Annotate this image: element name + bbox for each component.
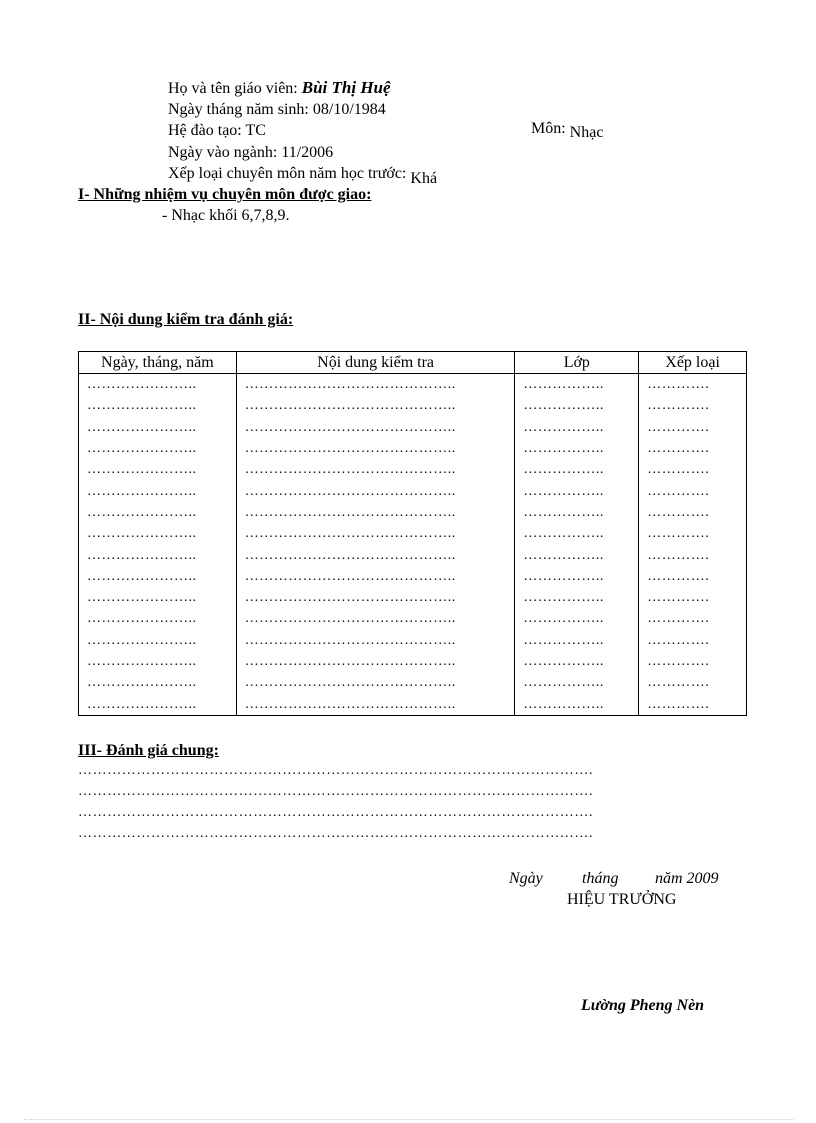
cell-content: ……………………………………..: [236, 502, 515, 523]
section1-item: - Nhạc khối 6,7,8,9.: [162, 207, 290, 224]
table-row: [79, 672, 747, 693]
cell-date: …………………..: [79, 693, 237, 715]
cell-date: …………………..: [79, 523, 237, 544]
cell-rating: ………….: [639, 480, 747, 501]
cell-content: ……………………………………..: [236, 651, 515, 672]
cell-rating: ………….: [639, 438, 747, 459]
cell-class: ……………..: [515, 544, 639, 565]
cell-content: ……………………………………..: [236, 438, 515, 459]
cell-content: ……………………………………..: [236, 630, 515, 651]
table-row: [79, 693, 747, 715]
teacher-start-value: 11/2006: [281, 144, 334, 161]
cell-rating: ………….: [639, 374, 747, 396]
teacher-dob-value: 08/10/1984: [312, 101, 386, 118]
col-header-content: Nội dung kiểm tra: [236, 352, 515, 374]
general-comment-line: …………………………………………………………………………………………….: [78, 805, 594, 820]
table-row: [79, 417, 747, 438]
table-row: [79, 630, 747, 651]
cell-rating: ………….: [639, 544, 747, 565]
inspection-table: [78, 351, 747, 716]
section3-heading: III- Đánh giá chung:: [78, 742, 219, 759]
cell-content: ……………………………………..: [236, 459, 515, 480]
cell-class: ……………..: [515, 608, 639, 629]
cell-class: ……………..: [515, 651, 639, 672]
table-row: [79, 502, 747, 523]
cell-class: ……………..: [515, 693, 639, 715]
cell-rating: ………….: [639, 566, 747, 587]
cell-class: ……………..: [515, 459, 639, 480]
teacher-dob-label: Ngày tháng năm sinh:: [168, 101, 309, 118]
cell-rating: ………….: [639, 395, 747, 416]
cell-content: ……………………………………..: [236, 480, 515, 501]
teacher-name-value: Bùi Thị Huệ: [301, 78, 391, 97]
cell-class: ……………..: [515, 502, 639, 523]
cell-date: …………………..: [79, 417, 237, 438]
signature-title: HIỆU TRƯỞNG: [567, 891, 677, 908]
signature-date-month: tháng: [582, 870, 619, 887]
col-header-rating: Xếp loại: [639, 352, 747, 374]
teacher-rating-line: [168, 163, 438, 187]
cell-date: …………………..: [79, 608, 237, 629]
signature-date-day: Ngày: [509, 870, 543, 887]
cell-class: ……………..: [515, 438, 639, 459]
cell-date: …………………..: [79, 587, 237, 608]
cell-content: ……………………………………..: [236, 374, 515, 396]
cell-rating: ………….: [639, 523, 747, 544]
table-row: [79, 587, 747, 608]
subject-label: Môn:: [531, 120, 566, 137]
cell-class: ……………..: [515, 395, 639, 416]
table-header-row: [79, 352, 747, 374]
table-body: [79, 374, 747, 716]
col-header-date: Ngày, tháng, năm: [79, 352, 237, 374]
signature-date-year: năm 2009: [655, 870, 719, 887]
cell-class: ……………..: [515, 566, 639, 587]
section2-heading: II- Nội dung kiểm tra đánh giá:: [78, 311, 294, 328]
cell-date: …………………..: [79, 459, 237, 480]
table-row: [79, 523, 747, 544]
cell-class: ……………..: [515, 417, 639, 438]
cell-rating: ………….: [639, 608, 747, 629]
cell-content: ……………………………………..: [236, 523, 515, 544]
subject-value: Nhạc: [569, 124, 604, 141]
cell-date: …………………..: [79, 544, 237, 565]
cell-rating: ………….: [639, 693, 747, 715]
cell-rating: ………….: [639, 459, 747, 480]
cell-content: ……………………………………..: [236, 395, 515, 416]
table-row: [79, 544, 747, 565]
cell-class: ……………..: [515, 523, 639, 544]
cell-content: ……………………………………..: [236, 544, 515, 565]
general-comment-line: …………………………………………………………………………………………….: [78, 826, 594, 841]
cell-rating: ………….: [639, 417, 747, 438]
cell-date: …………………..: [79, 630, 237, 651]
general-comment-line: …………………………………………………………………………………………….: [78, 763, 594, 778]
teacher-training-label: Hệ đào tạo:: [168, 122, 242, 139]
teacher-rating-label: Xếp loại chuyên môn năm học trước:: [168, 165, 407, 182]
teacher-start-line: [168, 142, 333, 163]
teacher-start-label: Ngày vào ngành:: [168, 144, 278, 161]
cell-content: ……………………………………..: [236, 566, 515, 587]
signature-name: Lường Pheng Nèn: [581, 997, 705, 1014]
cell-rating: ………….: [639, 502, 747, 523]
teacher-name-line: [168, 77, 391, 99]
table-row: [79, 438, 747, 459]
general-comment-line: …………………………………………………………………………………………….: [78, 784, 594, 799]
table-row: [79, 566, 747, 587]
cell-date: …………………..: [79, 395, 237, 416]
teacher-dob-line: [168, 99, 386, 120]
section1-heading: I- Những nhiệm vụ chuyên môn được giao:: [78, 186, 372, 203]
cell-content: ……………………………………..: [236, 417, 515, 438]
cell-date: …………………..: [79, 374, 237, 396]
cell-content: ……………………………………..: [236, 608, 515, 629]
cell-date: …………………..: [79, 672, 237, 693]
cell-rating: ………….: [639, 672, 747, 693]
cell-date: …………………..: [79, 480, 237, 501]
teacher-name-label: Họ và tên giáo viên:: [168, 80, 298, 97]
cell-content: ……………………………………..: [236, 672, 515, 693]
cell-class: ……………..: [515, 480, 639, 501]
cell-class: ……………..: [515, 374, 639, 396]
cell-class: ……………..: [515, 672, 639, 693]
cell-date: …………………..: [79, 651, 237, 672]
table-row: [79, 459, 747, 480]
cell-rating: ………….: [639, 651, 747, 672]
table-row: [79, 651, 747, 672]
table-row: [79, 395, 747, 416]
cell-rating: ………….: [639, 587, 747, 608]
cell-date: …………………..: [79, 502, 237, 523]
page-edge-divider: [24, 1119, 794, 1120]
table-row: [79, 608, 747, 629]
cell-rating: ………….: [639, 630, 747, 651]
table-row: [79, 480, 747, 501]
cell-content: ……………………………………..: [236, 693, 515, 715]
cell-date: …………………..: [79, 566, 237, 587]
table-row: [79, 374, 747, 396]
teacher-training-value: TC: [245, 122, 266, 139]
cell-date: …………………..: [79, 438, 237, 459]
cell-content: ……………………………………..: [236, 587, 515, 608]
cell-class: ……………..: [515, 630, 639, 651]
cell-class: ……………..: [515, 587, 639, 608]
teacher-rating-value: Khá: [410, 170, 438, 187]
subject-line: [531, 120, 604, 141]
col-header-class: Lớp: [515, 352, 639, 374]
teacher-training-line: [168, 120, 266, 141]
